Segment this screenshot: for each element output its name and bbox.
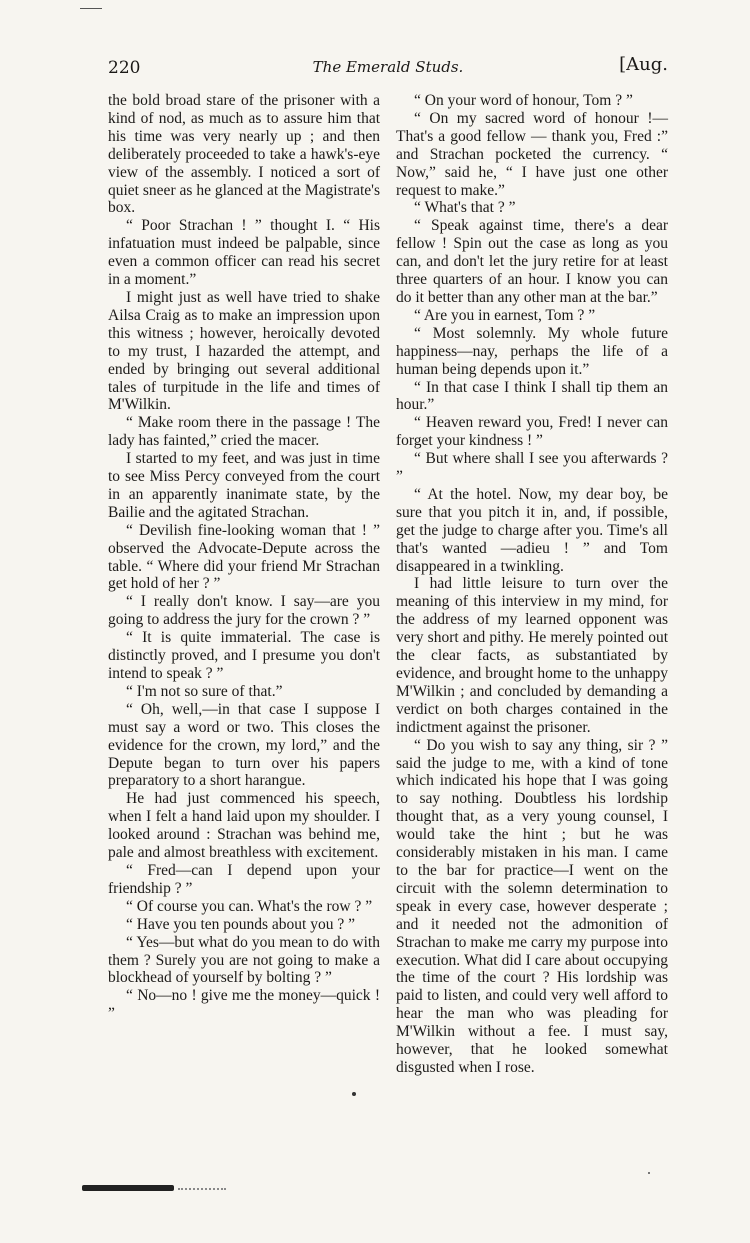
left-column bbox=[108, 92, 380, 1023]
paragraph: “ Of course you can. What's the row ? ” bbox=[126, 897, 373, 915]
top-rule-mark bbox=[80, 8, 102, 9]
paragraph: “ On your word of honour, Tom ? ” bbox=[414, 92, 633, 109]
paragraph: “ Make room there in the passage ! The lady has fainted,” cried the macer. bbox=[108, 414, 380, 450]
ink-speck bbox=[648, 1172, 650, 1174]
ink-smudge bbox=[82, 1185, 174, 1191]
paragraph: “ Devilish fine-looking woman that ! ” observed the Advocate-Depute across the table. “ Where did your friend Mr Strachan get hold of her ? ” bbox=[108, 521, 380, 593]
paragraph: “ At the hotel. Now, my dear boy, be sure that you pitch it in, and, if possible, get the judge to charge after you. Time's all that's wanted —adieu ! ” and Tom disappeared in a twinkling. bbox=[396, 485, 668, 575]
page-number: 220 bbox=[108, 58, 141, 78]
paragraph: I had little leisure to turn over the meaning of this interview in my mind, for the address of my learned opponent was very short and pithy. He merely pointed out the clear facts, as substantiated by evidence, and brought home to the unhappy M'Wilkin ; and concluded by demanding a verdict on both charges contained in the indictment against the prisoner. bbox=[396, 575, 668, 736]
paragraph: “ It is quite immaterial. The case is distinctly proved, and I presume you don't intend to speak ? ” bbox=[108, 629, 380, 682]
paragraph: I started to my feet, and was just in time to see Miss Percy conveyed from the court in an apparently inanimate state, by the Bailie and the agitated Strachan. bbox=[108, 450, 380, 521]
paragraph: “ Have you ten pounds about you ? ” bbox=[126, 915, 355, 933]
paragraph: “ On my sacred word of honour !—That's a good fellow — thank you, Fred :” and Strachan pocketed the currency. “ Now,” said he, “ I have just one other request to make.” bbox=[396, 109, 668, 199]
paragraph: the bold broad stare of the prisoner with a kind of nod, as much as to assure him that his time was very nearly up ; and then deliberately proceeded to take a hawk's-eye view of the assembly. I noticed a sort of quiet sneer as he glanced at the Magistrate's box. bbox=[108, 92, 380, 217]
date-mark: [Aug. bbox=[619, 54, 668, 75]
ink-speck bbox=[352, 1092, 356, 1096]
page-header bbox=[108, 54, 668, 84]
running-title: The Emerald Studs. bbox=[312, 58, 464, 76]
paragraph: “ Most solemnly. My whole future happiness—nay, perhaps the life of a human being depends upon it.” bbox=[396, 324, 668, 378]
paragraph: “ Do you wish to say any thing, sir ? ” said the judge to me, with a kind of tone which indicated his hope that I was going to say nothing. Doubtless his lordship thought that, as a very young counsel, I would take the hint ; but he was considerably mistaken in his man. I came to the bar for practice—I went on the circuit with the solemn determination to speak in every case, however desperate ; and it needed not the admonition of Strachan to make me carry my purpose into execution. What did I care about occupying the time of the court ? His lordship was paid to listen, and could very well afford to hear the man who was pleading for M'Wilkin without a fee. I must say, however, that he looked somewhat disgusted when I rose. bbox=[396, 736, 668, 1076]
paragraph: “ Speak against time, there's a dear fellow ! Spin out the case as long as you can, and don't let the jury retire for at least three quarters of an hour. I know you can do it better than any other man at the bar.” bbox=[396, 217, 668, 306]
paragraph: “ I really don't know. I say—are you going to address the jury for the crown ? ” bbox=[108, 593, 380, 629]
paragraph: “ But where shall I see you afterwards ? ” bbox=[396, 450, 668, 486]
paragraph: “ No—no ! give me the money—quick ! ” bbox=[108, 987, 380, 1023]
paragraph: “ In that case I think I shall tip them an hour.” bbox=[396, 378, 668, 414]
paragraph: “ Oh, well,—in that case I suppose I must say a word or two. This closes the evidence for the crown, my lord,” and the Depute began to turn over his papers preparatory to a short harangue. bbox=[108, 700, 380, 790]
paragraph: “ Fred—can I depend upon your friendship ? ” bbox=[108, 861, 380, 897]
paragraph: “ Are you in earnest, Tom ? ” bbox=[414, 306, 596, 324]
paragraph: “ What's that ? ” bbox=[414, 199, 516, 217]
paragraph: I might just as well have tried to shake Ailsa Craig as to make an impression upon this witness ; however, heroically devoted to my trust, I hazarded the attempt, and ended by bringing out several additional tales of turpitude in the life and times of M'Wilkin. bbox=[108, 288, 380, 414]
paragraph: “ I'm not so sure of that.” bbox=[126, 682, 283, 700]
right-column bbox=[396, 92, 668, 1077]
paragraph: “ Heaven reward you, Fred! I never can forget your kindness ! ” bbox=[396, 414, 668, 450]
paragraph: He had just commenced his speech, when I felt a hand laid upon my shoulder. I looked around : Strachan was behind me, pale and almost breathless with excitement. bbox=[108, 790, 380, 862]
paragraph: “ Poor Strachan ! ” thought I. “ His infatuation must indeed be palpable, since even a common officer can read his secret in a moment.” bbox=[108, 217, 380, 289]
paragraph: “ Yes—but what do you mean to do with them ? Surely you are not going to make a blockhead of yourself by bolting ? ” bbox=[108, 933, 380, 987]
ink-trail bbox=[178, 1188, 226, 1190]
